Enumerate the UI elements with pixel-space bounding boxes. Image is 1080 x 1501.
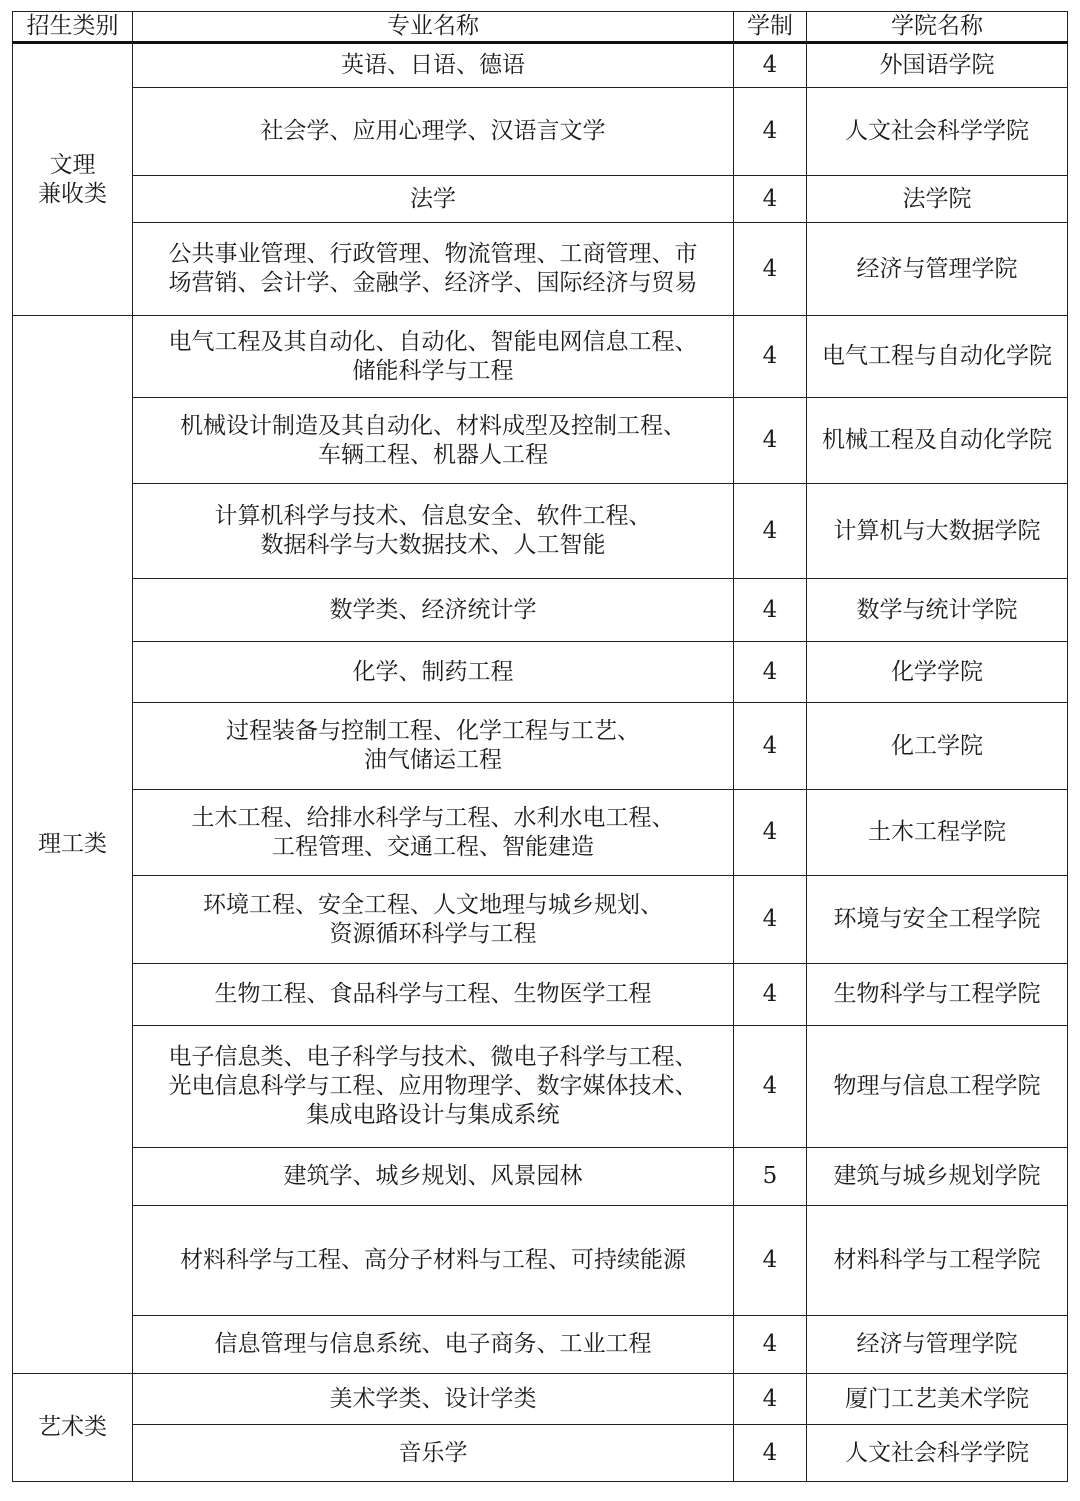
major-names: 电子信息类、电子科学与技术、微电子科学与工程、 光电信息科学与工程、应用物理学、数字媒体技术、 集成电路设计与集成系统 xyxy=(168,1044,698,1128)
major-cell xyxy=(133,1374,734,1425)
major-cell xyxy=(133,876,734,964)
college-cell: 物理与信息工程学院 xyxy=(807,1026,1068,1148)
table-row xyxy=(13,703,1068,790)
major-cell xyxy=(133,642,734,703)
table-row xyxy=(13,876,1068,964)
major-cell xyxy=(133,1148,734,1206)
category-label: 理工类 xyxy=(38,831,107,857)
major-names: 社会学、应用心理学、汉语言文学 xyxy=(260,118,606,144)
years-cell: 4 xyxy=(734,642,807,703)
major-names: 电气工程及其自动化、自动化、智能电网信息工程、 储能科学与工程 xyxy=(168,328,698,384)
college-cell: 化工学院 xyxy=(807,703,1068,790)
major-names: 环境工程、安全工程、人文地理与城乡规划、 资源循环科学与工程 xyxy=(203,891,663,947)
category-cell xyxy=(13,43,133,316)
table-row xyxy=(13,1425,1068,1482)
header-category: 招生类别 xyxy=(13,12,133,43)
college-cell: 人文社会科学学院 xyxy=(807,88,1068,176)
college-cell: 环境与安全工程学院 xyxy=(807,876,1068,964)
college-cell: 人文社会科学学院 xyxy=(807,1425,1068,1482)
years-cell: 4 xyxy=(734,176,807,223)
table-row xyxy=(13,316,1068,398)
major-names: 公共事业管理、行政管理、物流管理、工商管理、市 场营销、会计学、金融学、经济学、国际经济与贸易 xyxy=(168,241,698,296)
years-cell: 4 xyxy=(734,1374,807,1425)
college-cell: 化学学院 xyxy=(807,642,1068,703)
table-row xyxy=(13,223,1068,316)
college-cell: 经济与管理学院 xyxy=(807,223,1068,316)
major-names: 材料科学与工程、高分子材料与工程、可持续能源 xyxy=(180,1247,686,1273)
years-cell: 5 xyxy=(734,1148,807,1206)
major-names: 生物工程、食品科学与工程、生物医学工程 xyxy=(214,981,652,1007)
table-row xyxy=(13,43,1068,88)
years-cell: 4 xyxy=(734,484,807,579)
major-cell xyxy=(133,964,734,1026)
major-names: 土木工程、给排水科学与工程、水利水电工程、 工程管理、交通工程、智能建造 xyxy=(191,804,675,860)
college-cell: 生物科学与工程学院 xyxy=(807,964,1068,1026)
major-cell xyxy=(133,1316,734,1374)
years-cell: 4 xyxy=(734,703,807,790)
header-major: 专业名称 xyxy=(133,12,734,43)
major-cell xyxy=(133,579,734,642)
majors-table xyxy=(12,11,1068,1482)
years-cell: 4 xyxy=(734,88,807,176)
college-cell: 电气工程与自动化学院 xyxy=(807,316,1068,398)
college-cell: 计算机与大数据学院 xyxy=(807,484,1068,579)
table-row xyxy=(13,642,1068,703)
years-cell: 4 xyxy=(734,1026,807,1148)
category-cell xyxy=(13,1374,133,1482)
years-cell: 4 xyxy=(734,223,807,316)
college-cell: 厦门工艺美术学院 xyxy=(807,1374,1068,1425)
major-names: 机械设计制造及其自动化、材料成型及控制工程、 车辆工程、机器人工程 xyxy=(180,412,686,468)
college-cell: 建筑与城乡规划学院 xyxy=(807,1148,1068,1206)
major-names: 计算机科学与技术、信息安全、软件工程、 数据科学与大数据技术、人工智能 xyxy=(214,503,652,558)
years-cell: 4 xyxy=(734,876,807,964)
category-label: 文理 兼收类 xyxy=(38,151,107,207)
major-names: 美术学类、设计学类 xyxy=(329,1385,537,1412)
major-names: 化学、制药工程 xyxy=(352,658,514,685)
table-row xyxy=(13,1148,1068,1206)
major-names: 音乐学 xyxy=(398,1439,468,1466)
table-row xyxy=(13,398,1068,484)
major-cell xyxy=(133,398,734,484)
table-row xyxy=(13,1374,1068,1425)
major-cell xyxy=(133,1425,734,1482)
college-cell: 土木工程学院 xyxy=(807,790,1068,876)
college-cell: 数学与统计学院 xyxy=(807,579,1068,642)
table-row xyxy=(13,964,1068,1026)
major-names: 英语、日语、德语 xyxy=(341,52,525,78)
years-cell: 4 xyxy=(734,1425,807,1482)
table-row xyxy=(13,1206,1068,1316)
major-cell xyxy=(133,316,734,398)
major-names: 信息管理与信息系统、电子商务、工业工程 xyxy=(214,1331,652,1357)
major-names: 建筑学、城乡规划、风景园林 xyxy=(283,1163,583,1189)
years-cell: 4 xyxy=(734,1206,807,1316)
major-cell xyxy=(133,88,734,176)
table-row xyxy=(13,484,1068,579)
major-cell xyxy=(133,43,734,88)
major-names: 数学类、经济统计学 xyxy=(329,596,537,623)
table-row xyxy=(13,1316,1068,1374)
table-row xyxy=(13,176,1068,223)
years-cell: 4 xyxy=(734,964,807,1026)
major-cell xyxy=(133,1206,734,1316)
college-cell: 法学院 xyxy=(807,176,1068,223)
years-cell: 4 xyxy=(734,579,807,642)
major-cell xyxy=(133,176,734,223)
header-college: 学院名称 xyxy=(807,12,1068,43)
years-cell: 4 xyxy=(734,316,807,398)
major-cell xyxy=(133,223,734,316)
years-cell: 4 xyxy=(734,1316,807,1374)
table-row xyxy=(13,790,1068,876)
major-names: 法学 xyxy=(410,185,456,212)
table-body xyxy=(13,43,1068,1482)
major-cell xyxy=(133,1026,734,1148)
header-row xyxy=(13,12,1068,43)
header-years: 学制 xyxy=(734,12,807,43)
years-cell: 4 xyxy=(734,790,807,876)
table-row xyxy=(13,1026,1068,1148)
college-cell: 外国语学院 xyxy=(807,43,1068,88)
major-cell xyxy=(133,484,734,579)
major-cell xyxy=(133,703,734,790)
years-cell: 4 xyxy=(734,398,807,484)
category-label: 艺术类 xyxy=(38,1414,107,1440)
table-row xyxy=(13,88,1068,176)
college-cell: 经济与管理学院 xyxy=(807,1316,1068,1374)
category-cell xyxy=(13,316,133,1374)
years-cell: 4 xyxy=(734,43,807,88)
table-row xyxy=(13,579,1068,642)
major-cell xyxy=(133,790,734,876)
major-names: 过程装备与控制工程、化学工程与工艺、 油气储运工程 xyxy=(226,718,640,773)
college-cell: 机械工程及自动化学院 xyxy=(807,398,1068,484)
college-cell: 材料科学与工程学院 xyxy=(807,1206,1068,1316)
